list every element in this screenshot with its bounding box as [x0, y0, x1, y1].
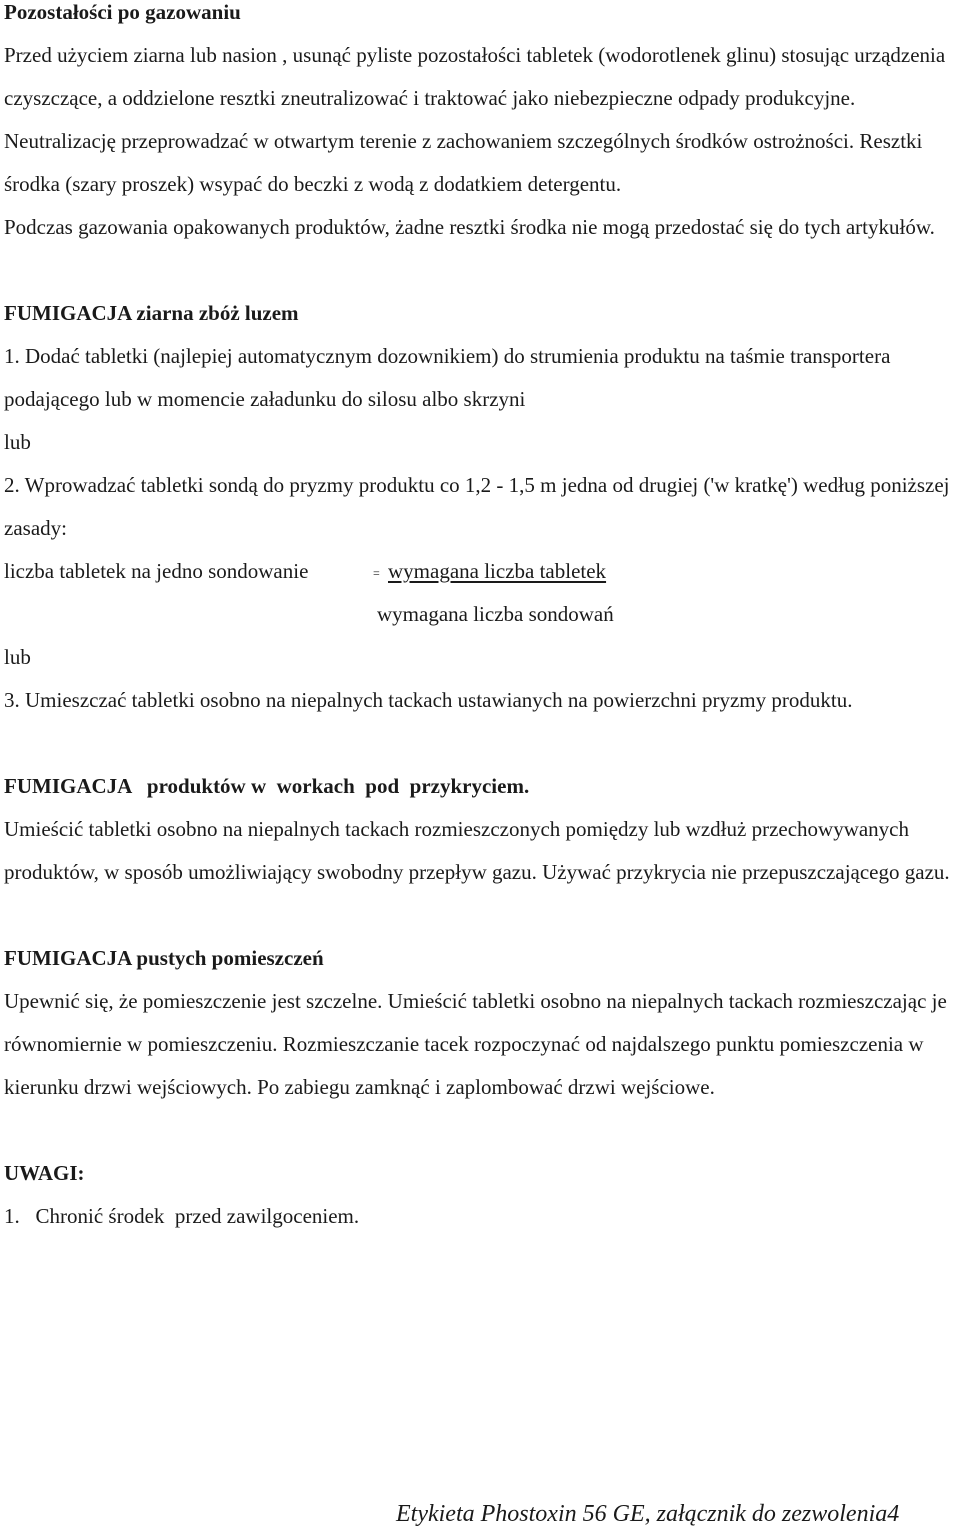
notes-item-1: 1. Chronić środek przed zawilgoceniem.	[4, 1204, 360, 1228]
page-number: 4	[887, 1501, 900, 1527]
bulk-step-1: 1. Dodać tabletki (najlepiej automatycznym dozownikiem) do strumienia produktu na taśmie transportera podającego lub w momencie załadunku do silosu albo skrzyni	[4, 344, 891, 411]
paragraph-empty-rooms: Upewnić się, że pomieszczenie jest szczelne. Umieścić tabletki osobno na niepalnych tackach rozmieszczając je równomiernie w pomieszczeniu. Rozmieszczanie tacek rozpoczynać od najdalszego punktu pomieszczenia w kierunku drzwi wejściowych. Po zabiegu zamknąć i zaplombować drzwi wejściowe.	[4, 989, 947, 1099]
section-heading-residues: Pozostałości po gazowaniu	[4, 0, 241, 24]
or-separator-2: lub	[4, 645, 31, 669]
spacer	[4, 249, 956, 292]
paragraph-bags: Umieścić tabletki osobno na niepalnych tackach rozmieszczonych pomiędzy lub wzdłuż przechowywanych produktów, w sposób umożliwiający swobodny przepływ gazu. Używać przykrycia nie przepuszczającego gazu.	[4, 817, 950, 884]
spacer	[4, 1109, 956, 1152]
paragraph-residues-packaged: Podczas gazowania opakowanych produktów, żadne resztki środka nie mogą przedostać się do tych artykułów.	[4, 215, 935, 239]
section-heading-empty-rooms: FUMIGACJA pustych pomieszczeń	[4, 946, 324, 970]
bulk-step-2: 2. Wprowadzać tabletki sondą do pryzmy produktu co 1,2 - 1,5 m jedna od drugiej ('w kratkę') według poniższej zasady:	[4, 473, 950, 540]
or-separator-1: lub	[4, 430, 31, 454]
section-heading-bulk-grain: FUMIGACJA ziarna zbóż luzem	[4, 301, 299, 325]
formula-numerator: wymagana liczba tabletek	[388, 559, 607, 583]
bulk-step-3: 3. Umieszczać tabletki osobno na niepalnych tackach ustawianych na powierzchni pryzmy produktu.	[4, 688, 853, 712]
section-heading-bags: FUMIGACJA produktów w workach pod przykryciem.	[4, 774, 530, 798]
page-footer	[396, 1494, 899, 1534]
spacer	[4, 722, 956, 765]
tablet-formula	[4, 550, 956, 636]
footer-label: Etykieta Phostoxin 56 GE, załącznik do zezwolenia	[396, 1501, 888, 1527]
paragraph-residues-cleaning: Przed użyciem ziarna lub nasion , usunąć pyliste pozostałości tabletek (wodorotlenek glinu) stosując urządzenia czyszczące, a oddzielone resztki zneutralizować i traktować jako niebezpieczne odpady produkcyjne. Neutralizację przeprowadzać w otwartym terenie z zachowaniem szczególnych środków ostrożności. Resztki środka (szary proszek) wsypać do beczki z wodą z dodatkiem detergentu.	[4, 43, 946, 196]
spacer	[4, 894, 956, 937]
document-page	[4, 0, 956, 1238]
section-heading-notes: UWAGI:	[4, 1161, 85, 1185]
formula-equals-sign: =	[373, 566, 380, 580]
formula-left-side: liczba tabletek na jedno sondowanie	[4, 559, 309, 583]
formula-denominator: wymagana liczba sondowań	[377, 602, 614, 626]
